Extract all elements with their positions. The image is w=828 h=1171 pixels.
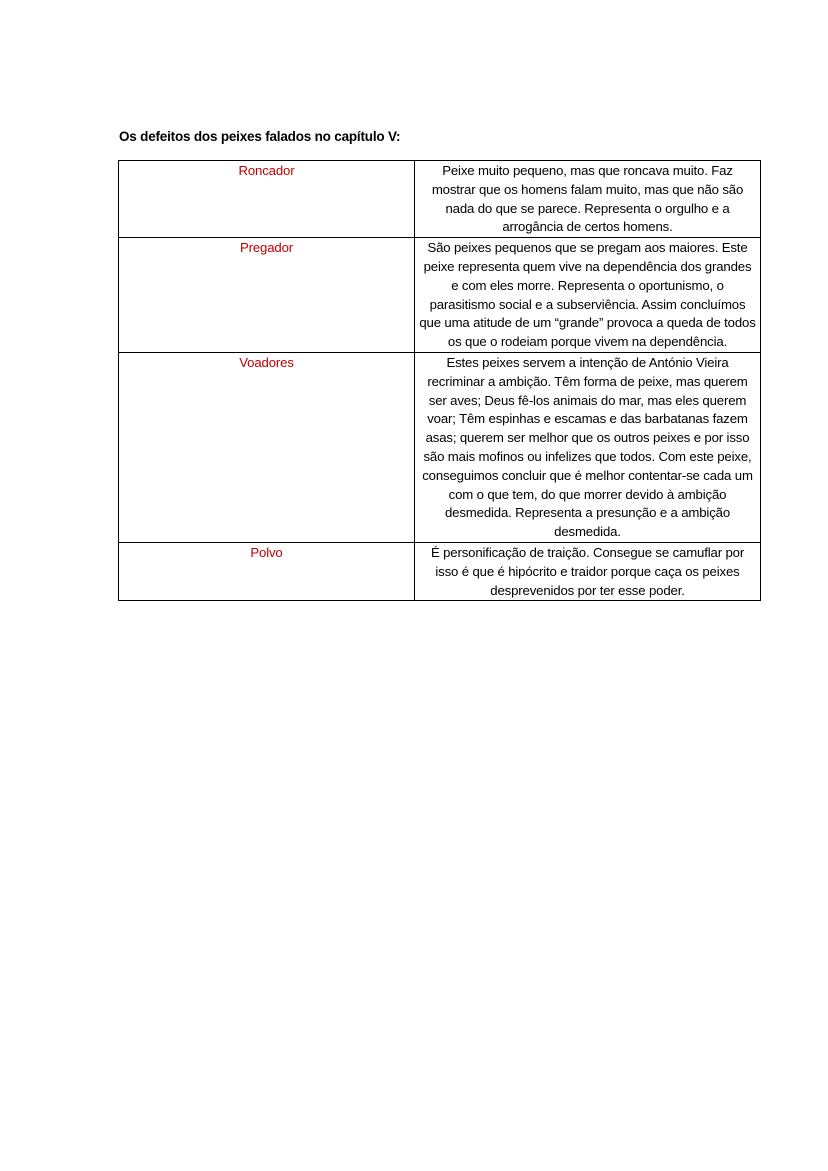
fish-name-cell: Pregador [119, 238, 415, 353]
fish-name-cell: Roncador [119, 161, 415, 238]
fish-description-cell: Peixe muito pequeno, mas que roncava muito. Faz mostrar que os homens falam muito, mas que não são nada do que se parece. Representa o orgulho e a arrogância de certos homens. [415, 161, 761, 238]
fish-description-cell: São peixes pequenos que se pregam aos maiores. Este peixe representa quem vive na dependência dos grandes e com eles morre. Representa o oportunismo, o parasitismo social e a subserviência. Assim concluímos que uma atitude de um “grande” provoca a queda de todos os que o rodeiam porque vivem na dependência. [415, 238, 761, 353]
table-row [119, 542, 761, 600]
table-row [119, 238, 761, 353]
page-title: Os defeitos dos peixes falados no capítulo V: [119, 129, 401, 144]
fish-description-cell: Estes peixes servem a intenção de António Vieira recriminar a ambição. Têm forma de peixe, mas querem ser aves; Deus fê-los animais do mar, mas eles querem voar; Têm espinhas e escamas e das barbatanas fazem asas; querem ser melhor que os outros peixes e por isso são mais mofinos ou infelizes que todos. Com este peixe, conseguimos concluir que é melhor contentar-se cada um com o que tem, do que morrer devido à ambição desmedida. Representa a presunção e a ambição desmedida. [415, 352, 761, 542]
fish-description-cell: É personificação de traição. Consegue se camuflar por isso é que é hipócrito e traidor porque caça os peixes desprevenidos por ter esse poder. [415, 542, 761, 600]
fish-name-cell: Polvo [119, 542, 415, 600]
fish-name-cell: Voadores [119, 352, 415, 542]
fish-defects-table [118, 160, 761, 601]
table-row [119, 352, 761, 542]
table-row [119, 161, 761, 238]
